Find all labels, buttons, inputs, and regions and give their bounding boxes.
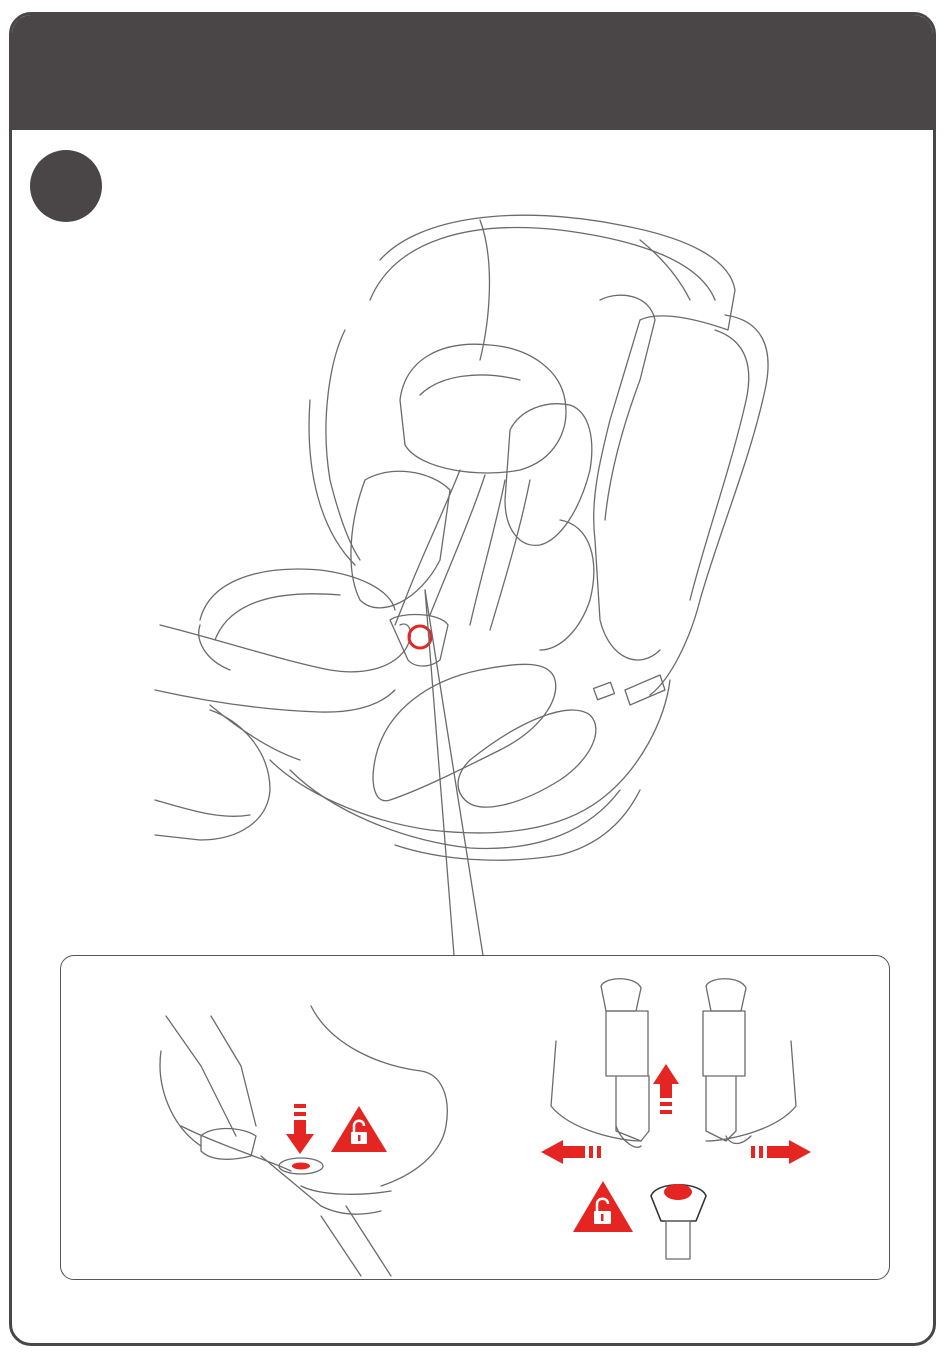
seat-side-wing <box>600 295 768 695</box>
red-unlock-warning-icon-2 <box>573 1181 633 1232</box>
harness-straps <box>395 470 530 630</box>
detail-panel <box>60 955 890 1280</box>
head-support-insert <box>400 344 592 545</box>
detail-illustrations <box>61 956 891 1281</box>
child-legs <box>155 664 596 840</box>
red-arrow-up-icon <box>653 1064 679 1114</box>
red-arrow-right-icon <box>751 1140 811 1164</box>
seat-headrest <box>309 215 735 660</box>
red-arrow-left-icon <box>541 1140 601 1164</box>
red-arrow-down-icon <box>286 1104 314 1154</box>
seat-left-panel <box>199 569 395 670</box>
seat-cushion <box>351 471 594 650</box>
seat-base <box>270 675 670 860</box>
buckle-highlight <box>390 615 448 666</box>
hand-illustration <box>155 624 410 760</box>
red-unlock-warning-icon <box>331 1106 387 1152</box>
callout-lines <box>425 590 485 968</box>
